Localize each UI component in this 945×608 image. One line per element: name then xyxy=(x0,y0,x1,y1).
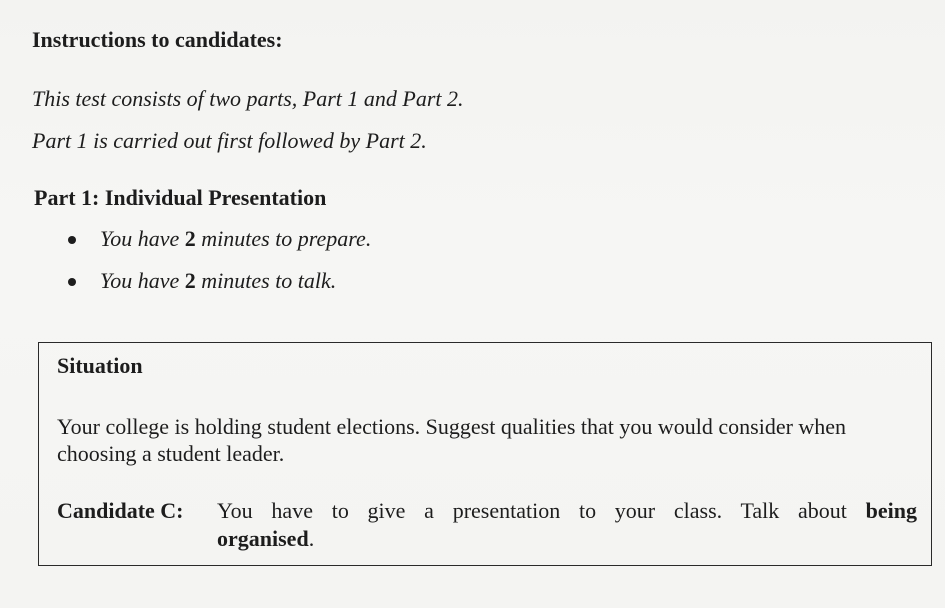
bullet-post: minutes to prepare. xyxy=(195,226,372,251)
candidate-row xyxy=(57,497,917,553)
part1-heading: Part 1: Individual Presentation xyxy=(34,185,327,210)
candidate-task xyxy=(217,497,917,553)
candidate-topic: being organised xyxy=(217,498,917,551)
bullet-item-talk xyxy=(68,268,371,310)
candidate-task-post: . xyxy=(308,526,315,551)
situation-title: Situation xyxy=(57,353,143,378)
bullet-text xyxy=(100,226,371,252)
bullet-text xyxy=(100,268,336,294)
part1-bullet-list xyxy=(68,226,371,310)
bullet-post: minutes to talk. xyxy=(195,268,337,293)
candidate-label: Candidate C: xyxy=(57,498,184,523)
bullet-minutes: 2 xyxy=(184,226,196,251)
bullet-dot-icon xyxy=(68,236,76,244)
intro-line-2: Part 1 is carried out first followed by Part 2. xyxy=(32,128,427,153)
intro-line-1: This test consists of two parts, Part 1 and Part 2. xyxy=(32,86,464,111)
situation-text: Your college is holding student elections. Suggest qualities that you would consider when choosing a student leader. xyxy=(57,414,847,466)
bullet-minutes: 2 xyxy=(184,268,196,293)
instructions-heading: Instructions to candidates: xyxy=(32,27,283,52)
candidate-task-pre: You have to give a presentation to your class. Talk about xyxy=(217,498,866,523)
bullet-pre: You have xyxy=(100,226,185,251)
bullet-dot-icon xyxy=(68,278,76,286)
situation-box xyxy=(38,342,932,566)
bullet-pre: You have xyxy=(100,268,185,293)
bullet-item-prepare xyxy=(68,226,371,268)
